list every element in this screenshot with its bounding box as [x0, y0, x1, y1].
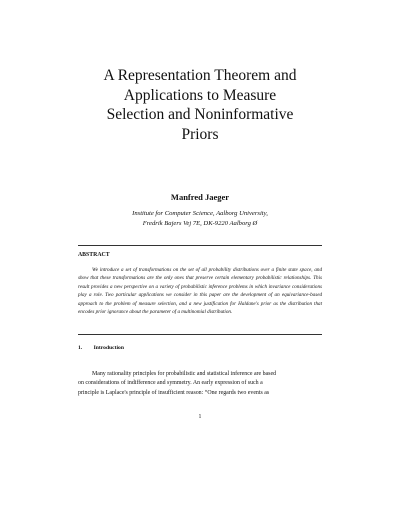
affiliation	[60, 209, 340, 228]
paper-title	[40, 66, 360, 144]
title-line: Priors	[181, 125, 219, 143]
abstract-top-rule	[78, 245, 322, 246]
intro-line: on considerations of indifference and symmetry. An early expression of such a	[78, 380, 263, 387]
intro-paragraph	[78, 370, 322, 398]
page-number: 1	[198, 414, 202, 420]
section-heading	[78, 345, 124, 351]
affiliation-line: Institute for Computer Science, Aalborg University,	[132, 210, 268, 217]
title-line: Applications to Measure	[123, 86, 277, 104]
section-title: Introduction	[93, 345, 124, 351]
intro-line: Many rationality principles for probabilistic and statistical inference are based	[92, 371, 277, 377]
title-line: Selection and Noninformative	[106, 106, 294, 123]
section-number: 1.	[78, 345, 83, 351]
title-line: A Representation Theorem and	[103, 67, 297, 84]
abstract-bottom-rule	[78, 334, 322, 335]
abstract-heading: ABSTRACT	[78, 252, 110, 258]
affiliation-line: Fredrik Bajers Vej 7E, DK-9220 Aalborg Ø	[142, 219, 258, 227]
intro-line: principle is Laplace's principle of insufficient reason: “One regards two events as	[78, 389, 270, 396]
author-name: Manfred Jaeger	[170, 192, 230, 202]
abstract-text: We introduce a set of transformations on the set of all probability distributions over a finite state space, and show that these transformations are the only ones that preserve certain elementary probabilistic relationships. This result provides a new perspective on a variety of probabilistic inference problems in which invariance considerations play a role. Two particular applications we consider in this paper are the development of an equivariance-based approach to the problem of measure selection, and a new justification for Haldane's prior as the distribution that encodes prior ignorance about the parameter of a multinomial distribution.	[78, 267, 322, 316]
